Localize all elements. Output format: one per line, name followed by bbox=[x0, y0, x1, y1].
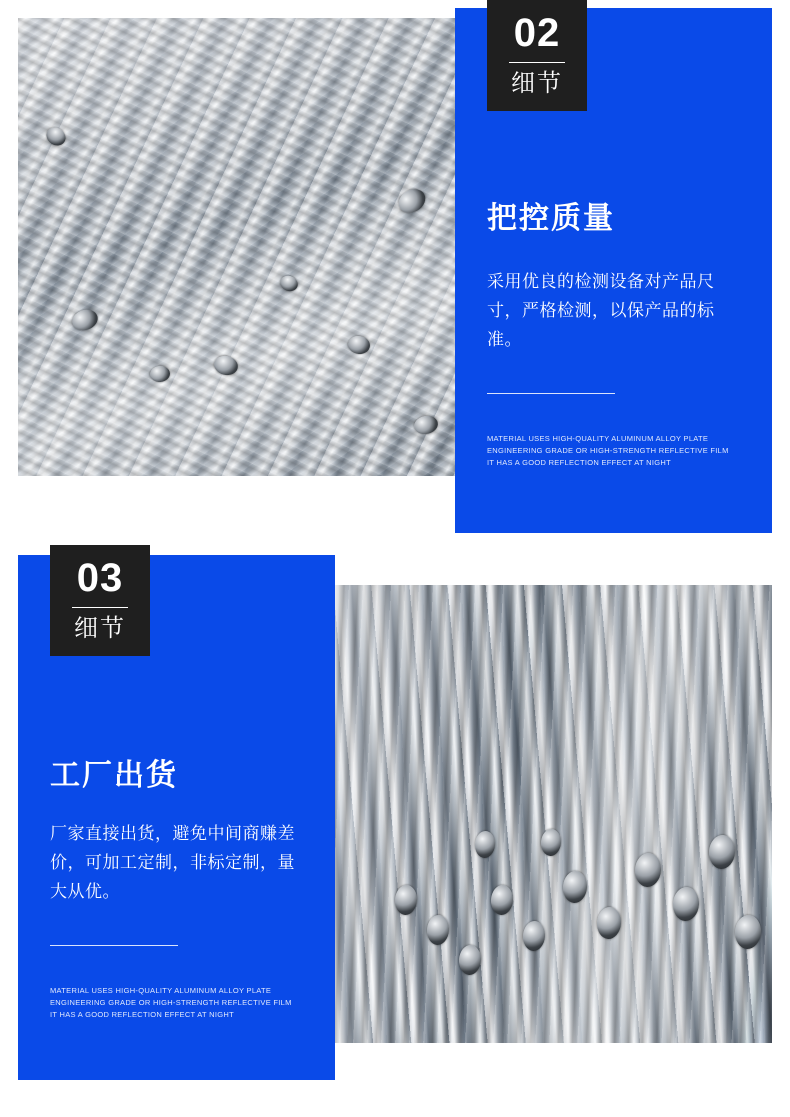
detail-section-02 bbox=[18, 8, 772, 533]
badge-number: 03 bbox=[76, 556, 124, 600]
detail-section-03 bbox=[18, 555, 772, 1080]
panel-fine-print-02 bbox=[487, 433, 729, 469]
fine-print-line-2: ENGINEERING GRADE OR HIGH-STRENGTH REFLECTIVE FILM bbox=[50, 998, 292, 1007]
fine-print-line-3: IT HAS A GOOD REFLECTION EFFECT AT NIGHT bbox=[487, 458, 671, 467]
fine-print-line-2: ENGINEERING GRADE OR HIGH-STRENGTH REFLECTIVE FILM bbox=[487, 446, 729, 455]
detail-panel-02 bbox=[455, 8, 772, 533]
tube-end-openings bbox=[335, 585, 772, 1043]
fine-print-line-3: IT HAS A GOOD REFLECTION EFFECT AT NIGHT bbox=[50, 1010, 234, 1019]
tube-end-openings bbox=[18, 18, 455, 476]
product-photo-scattered-tubes bbox=[18, 18, 455, 476]
badge-label: 细节 bbox=[511, 70, 563, 97]
panel-description: 采用优良的检测设备对产品尺寸，严格检测，以保产品的标准。 bbox=[487, 272, 715, 349]
badge-label: 细节 bbox=[74, 615, 126, 642]
fine-print-line-1: MATERIAL USES HIGH-QUALITY ALUMINUM ALLOY PLATE bbox=[50, 986, 272, 995]
panel-description: 厂家直接出货，避免中间商赚差价，可加工定制，非标定制，量大从优。 bbox=[50, 824, 295, 901]
panel-divider bbox=[50, 945, 178, 946]
fine-print-line-1: MATERIAL USES HIGH-QUALITY ALUMINUM ALLOY PLATE bbox=[487, 434, 709, 443]
badge-number: 02 bbox=[513, 11, 561, 55]
section-badge-03 bbox=[50, 545, 150, 656]
section-badge-02 bbox=[487, 0, 587, 111]
panel-title-wrap-02 bbox=[487, 193, 615, 237]
panel-description-wrap-02 bbox=[487, 253, 745, 354]
badge-rule bbox=[72, 607, 128, 608]
badge-rule bbox=[509, 62, 565, 63]
panel-fine-print-03 bbox=[50, 985, 292, 1021]
panel-title: 工厂出货 bbox=[50, 759, 178, 792]
product-photo-bundled-pipes bbox=[335, 585, 772, 1043]
panel-title-wrap-03 bbox=[50, 750, 178, 794]
panel-title: 把控质量 bbox=[487, 202, 615, 235]
detail-panel-03 bbox=[18, 555, 335, 1080]
panel-divider bbox=[487, 393, 615, 394]
panel-description-wrap-03 bbox=[50, 805, 308, 906]
